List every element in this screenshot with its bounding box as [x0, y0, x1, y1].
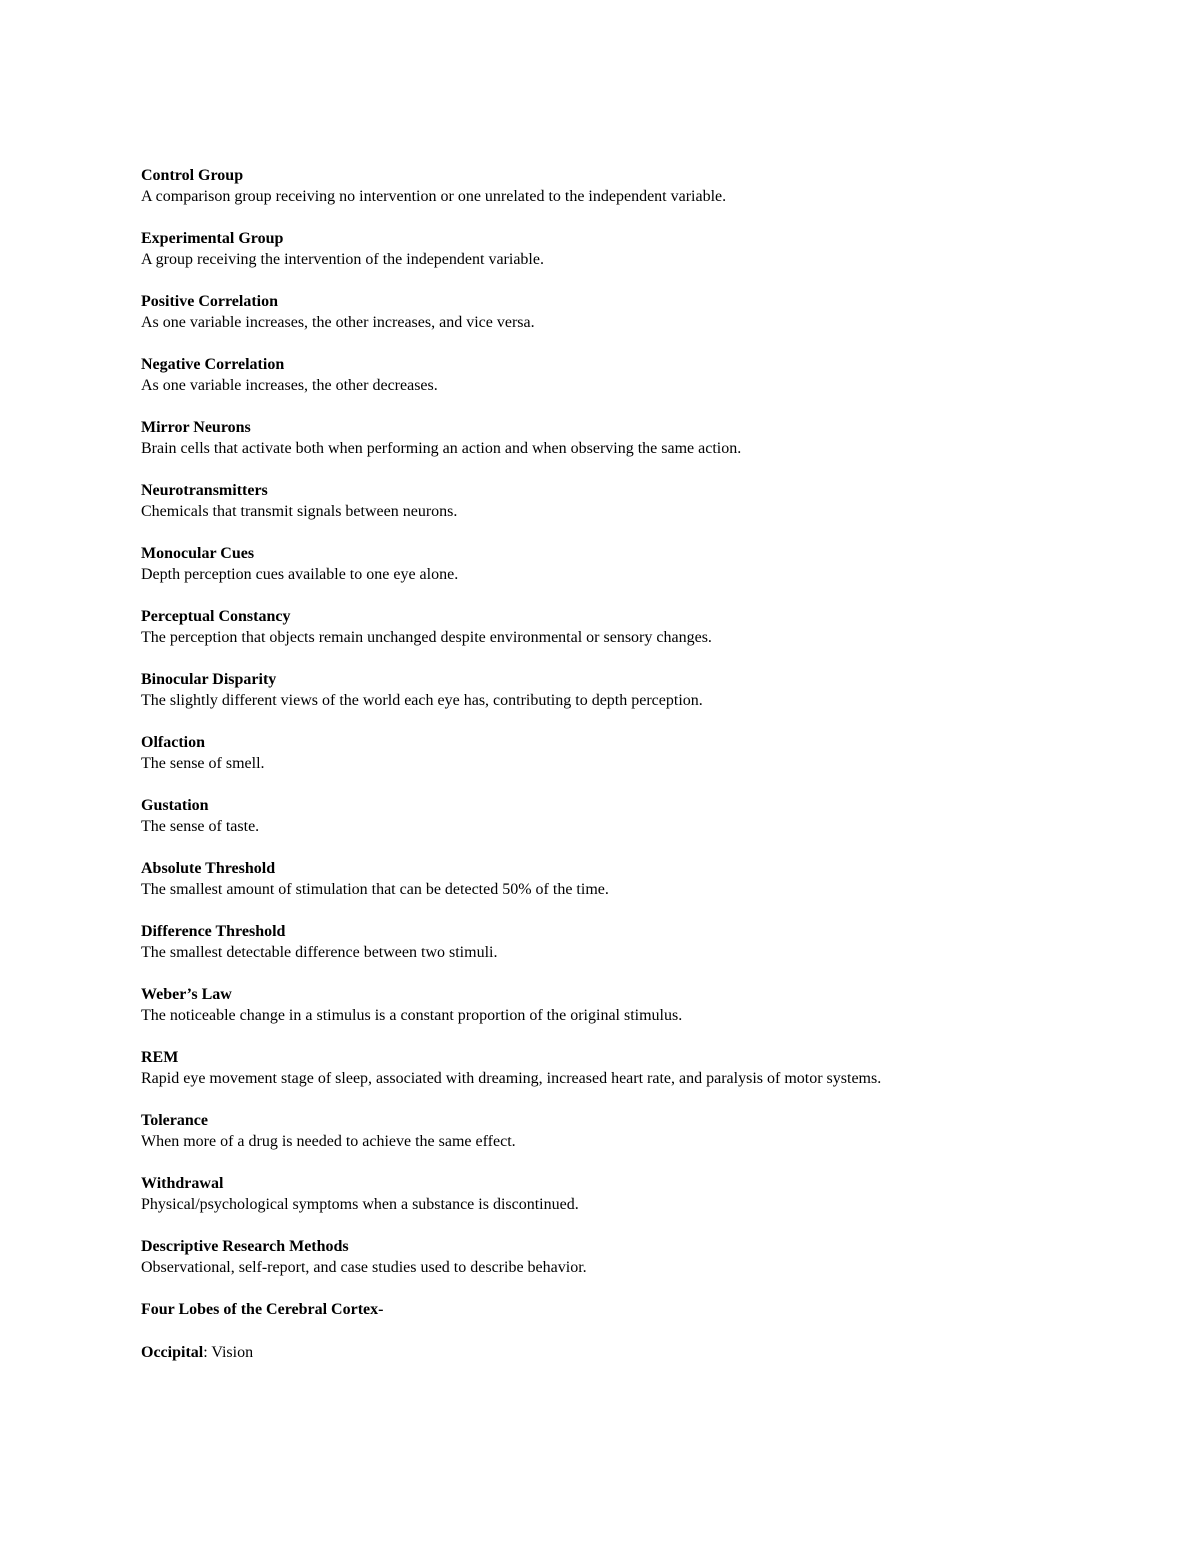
term-definition: As one variable increases, the other decreases. — [141, 377, 438, 394]
glossary-entry — [141, 858, 1101, 900]
term-definition: The slightly different views of the world each eye has, contributing to depth perception. — [141, 692, 703, 709]
term-definition: The sense of smell. — [141, 755, 265, 772]
glossary-entry — [141, 291, 1101, 333]
term-heading: Neurotransmitters — [141, 482, 268, 499]
term-definition: Depth perception cues available to one eye alone. — [141, 566, 459, 583]
glossary-entry — [141, 480, 1101, 522]
term-heading: Binocular Disparity — [141, 671, 277, 688]
glossary-entry — [141, 165, 1101, 207]
term-heading: Perceptual Constancy — [141, 608, 291, 625]
glossary-entry — [141, 1110, 1101, 1152]
term-heading: Olfaction — [141, 734, 205, 751]
term-definition: A group receiving the intervention of the independent variable. — [141, 251, 544, 268]
term-heading: Negative Correlation — [141, 356, 285, 373]
glossary-entry — [141, 669, 1101, 711]
term-definition: The sense of taste. — [141, 818, 260, 835]
lobe-function: Vision — [211, 1344, 254, 1361]
term-heading: Positive Correlation — [141, 293, 279, 310]
term-heading: Withdrawal — [141, 1175, 224, 1192]
term-definition: When more of a drug is needed to achieve the same effect. — [141, 1133, 516, 1150]
term-definition: Rapid eye movement stage of sleep, associated with dreaming, increased heart rate, and paralysis of motor systems. — [141, 1070, 882, 1087]
glossary-entry — [141, 1047, 1101, 1089]
term-heading: Absolute Threshold — [141, 860, 276, 877]
glossary-entry — [141, 1173, 1101, 1215]
term-heading: Difference Threshold — [141, 923, 286, 940]
term-heading: Gustation — [141, 797, 209, 814]
glossary-entry — [141, 795, 1101, 837]
glossary-entry — [141, 543, 1101, 585]
glossary-entry — [141, 606, 1101, 648]
term-definition: Chemicals that transmit signals between neurons. — [141, 503, 458, 520]
term-heading: Descriptive Research Methods — [141, 1238, 349, 1255]
term-heading: Control Group — [141, 167, 244, 184]
term-definition: Physical/psychological symptoms when a substance is discontinued. — [141, 1196, 579, 1213]
term-definition: The smallest detectable difference between two stimuli. — [141, 944, 498, 961]
glossary-entry — [141, 984, 1101, 1026]
term-definition: As one variable increases, the other increases, and vice versa. — [141, 314, 535, 331]
term-heading: REM — [141, 1049, 179, 1066]
term-definition: The smallest amount of stimulation that can be detected 50% of the time. — [141, 881, 609, 898]
term-heading: Tolerance — [141, 1112, 208, 1129]
glossary-entry — [141, 228, 1101, 270]
term-heading: Mirror Neurons — [141, 419, 251, 436]
term-heading: Weber’s Law — [141, 986, 232, 1003]
glossary-entry — [141, 921, 1101, 963]
glossary-entry — [141, 732, 1101, 774]
glossary-entry — [141, 354, 1101, 396]
section-heading: Four Lobes of the Cerebral Cortex- — [141, 1301, 384, 1318]
term-definition: Observational, self-report, and case studies used to describe behavior. — [141, 1259, 587, 1276]
lobe-line — [141, 1342, 1101, 1363]
lobe-name: Occipital — [141, 1344, 204, 1361]
lobe-separator: : — [203, 1344, 212, 1361]
term-definition: Brain cells that activate both when performing an action and when observing the same action. — [141, 440, 742, 457]
term-definition: The perception that objects remain unchanged despite environmental or sensory changes. — [141, 629, 712, 646]
term-heading: Monocular Cues — [141, 545, 255, 562]
term-definition: A comparison group receiving no intervention or one unrelated to the independent variable. — [141, 188, 727, 205]
glossary-entry — [141, 417, 1101, 459]
document-page — [141, 165, 1101, 1363]
term-definition: The noticeable change in a stimulus is a constant proportion of the original stimulus. — [141, 1007, 683, 1024]
term-heading: Experimental Group — [141, 230, 284, 247]
glossary-entry — [141, 1236, 1101, 1278]
